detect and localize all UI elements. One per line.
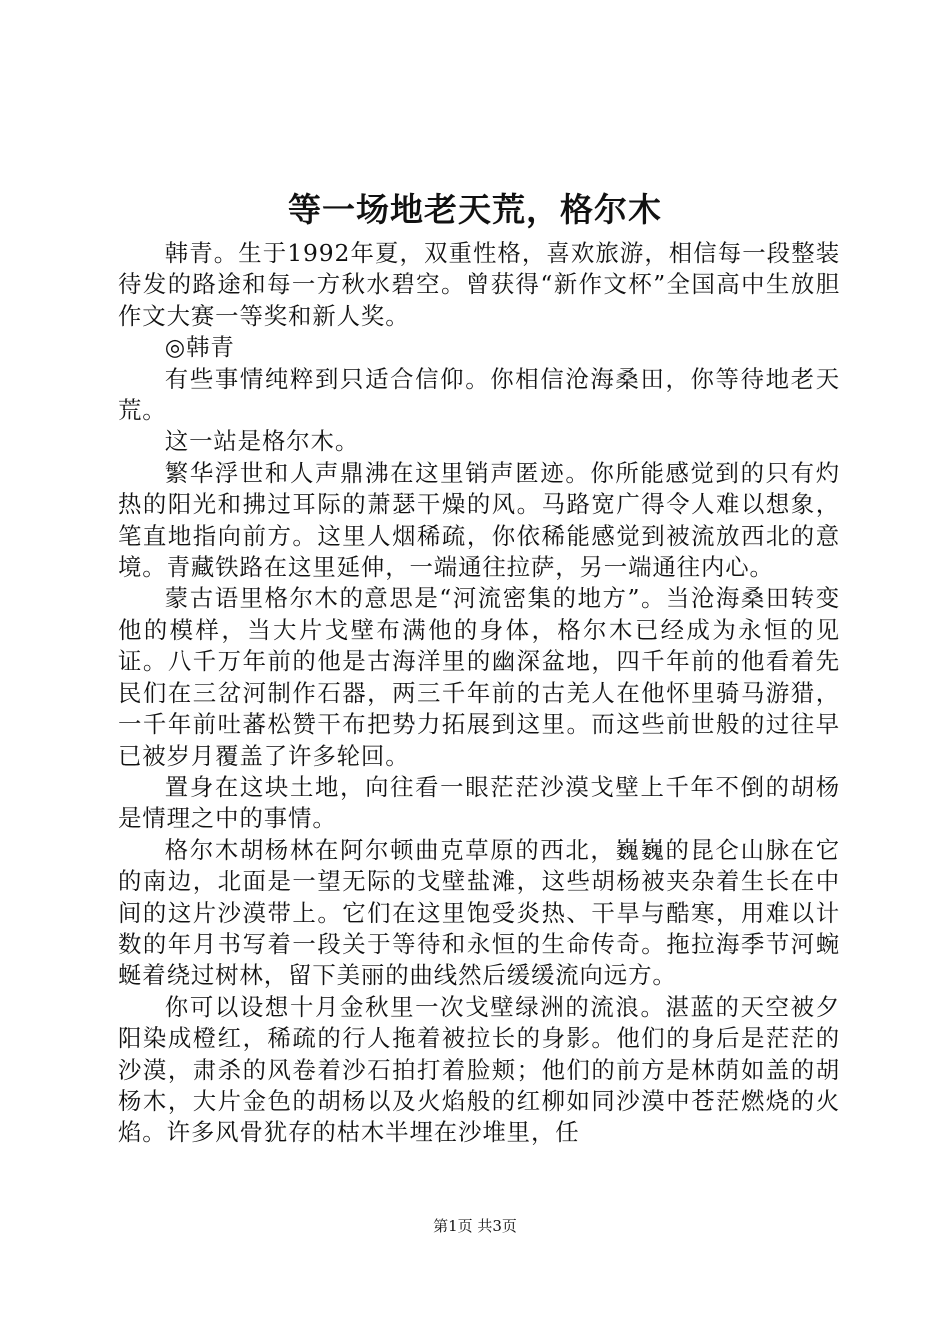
- body-paragraph: 你可以设想十月金秋里一次戈壁绿洲的流浪。湛蓝的天空被夕阳染成橙红，稀疏的行人拖着被拉长的身影。他们的身后是茫茫的沙漠，肃杀的风卷着沙石拍打着脸颊；他们的前方是林荫如盖的胡杨木，大片金色的胡杨以及火焰般的红柳如同沙漠中苍茫燃烧的火焰。许多风骨犹存的枯木半埋在沙堆里，任: [118, 992, 840, 1147]
- body-paragraph: 繁华浮世和人声鼎沸在这里销声匿迹。你所能感觉到的只有灼热的阳光和拂过耳际的萧瑟干燥的风。马路宽广得令人难以想象，笔直地指向前方。这里人烟稀疏，你依稀能感觉到被流放西北的意境。青藏铁路在这里延伸，一端通往拉萨，另一端通往内心。: [118, 458, 840, 582]
- author-byline: ◎韩青: [164, 333, 235, 362]
- body-paragraph: 这一站是格尔木。: [164, 427, 360, 456]
- page-number-footer: 第1页 共3页: [433, 1217, 517, 1235]
- author-bio-paragraph: 韩青。生于1992年夏，双重性格，喜欢旅游，相信每一段整装待发的路途和每一方秋水碧空。曾获得“新作文杯”全国高中生放胆作文大赛一等奖和新人奖。: [118, 239, 840, 330]
- document-title: 等一场地老天荒，格尔木: [288, 190, 662, 229]
- body-paragraph: 蒙古语里格尔木的意思是“河流密集的地方”。当沧海桑田转变他的模样，当大片戈壁布满他的身体，格尔木已经成为永恒的见证。八千万年前的他是古海洋里的幽深盆地，四千年前的他看着先民们在三岔河制作石器，两三千年前的古羌人在他怀里骑马游猎，一千年前吐蕃松赞干布把势力拓展到这里。而这些前世般的过往早已被岁月覆盖了许多轮回。: [118, 584, 840, 770]
- body-paragraph: 有些事情纯粹到只适合信仰。你相信沧海桑田，你等待地老天荒。: [118, 364, 840, 425]
- document-body: [118, 238, 840, 1149]
- body-paragraph: 格尔木胡杨林在阿尔顿曲克草原的西北，巍巍的昆仑山脉在它的南边，北面是一望无际的戈壁盐滩，这些胡杨被夹杂着生长在中间的这片沙漠带上。它们在这里饱受炎热、干旱与酷寒，用难以计数的年月书写着一段关于等待和永恒的生命传奇。拖拉海季节河蜿蜒着绕过树林，留下美丽的曲线然后缓缓流向远方。: [118, 835, 840, 990]
- body-paragraph: 置身在这块土地，向往看一眼茫茫沙漠戈壁上千年不倒的胡杨是情理之中的事情。: [118, 772, 840, 833]
